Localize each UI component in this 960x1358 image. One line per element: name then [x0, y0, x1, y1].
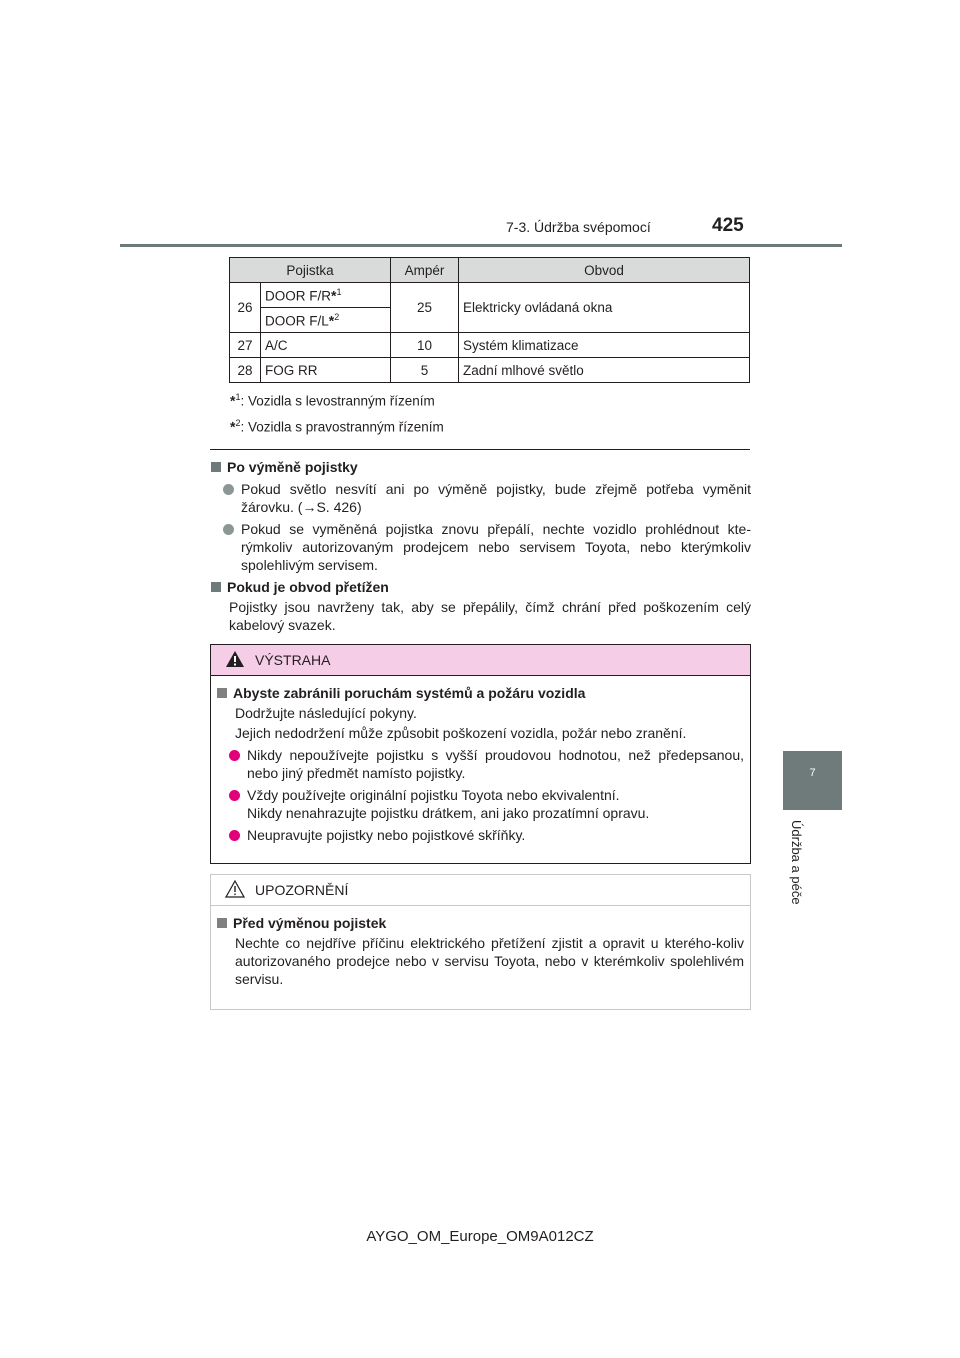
warning-label: VÝSTRAHA	[255, 652, 331, 668]
warning-title: Abyste zabránili poruchám systémů a požáru vozidla	[217, 684, 744, 702]
warning-box	[210, 644, 751, 864]
caution-header	[211, 875, 750, 906]
caution-title: Před výměnou pojistek	[217, 914, 744, 932]
chapter-number: 7	[809, 767, 816, 779]
warning-body	[211, 676, 750, 854]
footnote-1: *$^1$: Vozidla s levostranným řízením	[230, 392, 435, 409]
chapter-tab	[783, 751, 842, 810]
caution-body	[211, 906, 750, 998]
bullet-icon	[223, 524, 234, 535]
fuse-amp: 5	[391, 358, 459, 383]
chapter-label: Údržba a péče	[789, 820, 804, 905]
fuse-number: 28	[230, 358, 261, 383]
fuse-name: FOG RR	[261, 358, 391, 383]
square-bullet-icon	[217, 918, 227, 928]
section-title: Po výměně pojistky	[211, 458, 751, 476]
caution-triangle-icon	[225, 880, 245, 898]
caution-label: UPOZORNĚNÍ	[255, 882, 349, 898]
column-header-amp: Ampér	[391, 258, 459, 283]
square-bullet-icon	[211, 582, 221, 592]
paragraph: Nechte co nejdříve příčinu elektrického přetížení zjistit a opravit u kterého-koliv autorizovaného prodejce nebo v servisu Toyota, nebo v kterémkoliv spolehlivém servisu.	[235, 935, 744, 987]
list-item: Pokud se vyměněná pojistka znovu přepálí, nechte vozidlo prohlédnout kte-rýmkoliv autorizovaným prodejcem nebo servisem Toyota, nebo kterýmkoliv spolehlivým servisem.	[211, 520, 751, 574]
fuse-name: DOOR F/R*$^1$	[261, 283, 391, 308]
paragraph: Pojistky jsou navrženy tak, aby se přepálily, čímž chrání před poškozením celý kabelový svazek.	[229, 599, 751, 633]
fuse-number: 27	[230, 333, 261, 358]
caution-box	[210, 874, 751, 1010]
fuse-amp: 25	[391, 283, 459, 333]
list-item: Vždy používejte originální pojistku Toyota nebo ekvivalentní. Nikdy nenahrazujte pojistku drátkem, ani jako prozatímní opravu.	[217, 786, 744, 822]
footer-doc-id: AYGO_OM_Europe_OM9A012CZ	[366, 1228, 594, 1245]
page-number: 425	[712, 215, 744, 236]
header-section-title: 7-3. Údržba svépomocí	[506, 219, 651, 235]
section-title: Pokud je obvod přetížen	[211, 578, 751, 596]
fuse-amp: 10	[391, 333, 459, 358]
warning-triangle-icon	[225, 650, 245, 668]
column-header-fuse: Pojistka	[230, 258, 391, 283]
paragraph: Dodržujte následující pokyny.	[235, 705, 417, 721]
fuse-circuit: Elektricky ovládaná okna	[459, 283, 750, 333]
footnote-2: *$^2$: Vozidla s pravostranným řízením	[230, 418, 444, 435]
bullet-icon	[229, 830, 240, 841]
column-header-circuit: Obvod	[459, 258, 750, 283]
header-rule	[120, 244, 842, 247]
square-bullet-icon	[217, 688, 227, 698]
table-header-row	[230, 258, 750, 283]
bullet-icon	[223, 484, 234, 495]
fuse-number: 26	[230, 283, 261, 333]
list-item: Nikdy nepoužívejte pojistku s vyšší proudovou hodnotou, než předepsanou, nebo jiný předmět namísto pojistky.	[217, 746, 744, 782]
bullet-icon	[229, 750, 240, 761]
square-bullet-icon	[211, 462, 221, 472]
list-item: Neupravujte pojistky nebo pojistkové skříňky.	[217, 826, 744, 844]
bullet-icon	[229, 790, 240, 801]
fuse-name: A/C	[261, 333, 391, 358]
warning-header	[211, 645, 750, 676]
list-item: Pokud světlo nesvítí ani po výměně pojistky, bude zřejmě potřeba vyměnit žárovku. (→S. 426)	[211, 480, 751, 516]
fuse-name: DOOR F/L*$^2$	[261, 308, 391, 333]
overload-section	[211, 578, 751, 634]
after-replacement-section	[211, 458, 751, 574]
table-row	[230, 333, 750, 358]
divider	[210, 449, 750, 450]
fuse-circuit: Systém klimatizace	[459, 333, 750, 358]
paragraph: Jejich nedodržení může způsobit poškození vozidla, požár nebo zranění.	[235, 725, 687, 741]
fuse-table	[229, 257, 750, 383]
fuse-circuit: Zadní mlhové světlo	[459, 358, 750, 383]
table-row	[230, 283, 750, 308]
table-row	[230, 358, 750, 383]
